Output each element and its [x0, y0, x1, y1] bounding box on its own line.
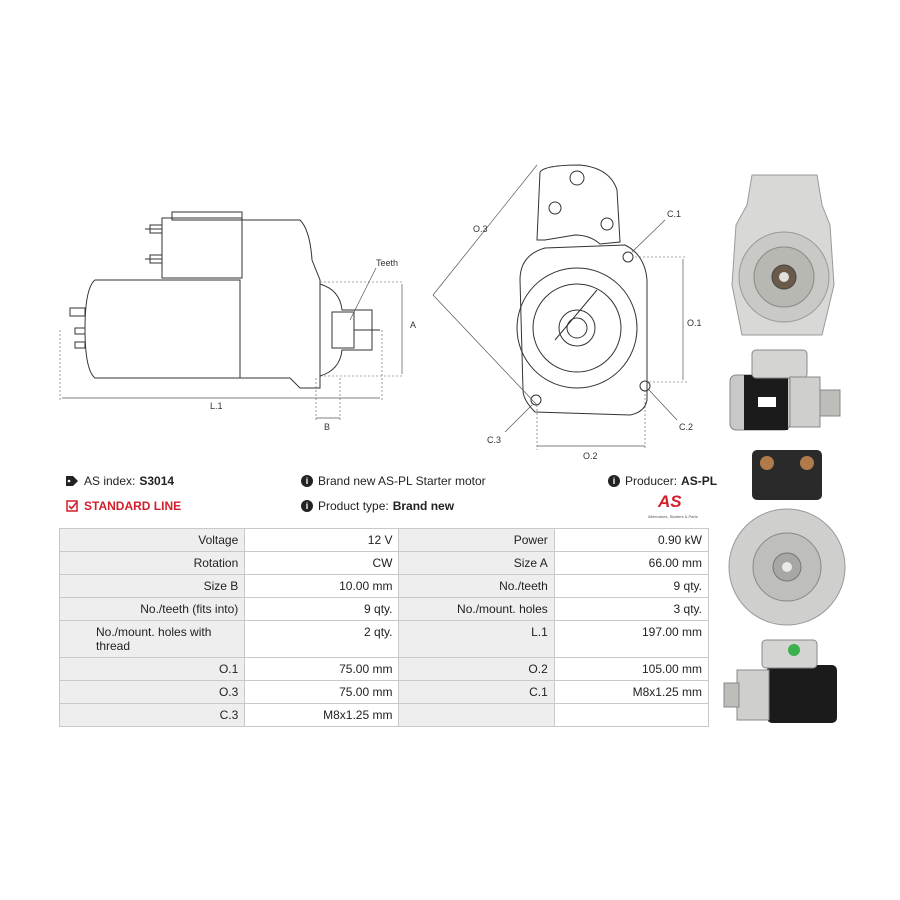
producer-value: AS-PL [681, 474, 718, 488]
spec-row [60, 621, 709, 658]
spec-row [60, 681, 709, 704]
spec-row [60, 575, 709, 598]
info-icon: i [301, 500, 313, 512]
spec-value: 75.00 mm [245, 681, 399, 704]
label-c1: C.1 [667, 209, 682, 219]
spec-row [60, 529, 709, 552]
side-view-drawing [50, 200, 420, 440]
photo-rear [722, 445, 852, 635]
description-line [301, 474, 486, 488]
label-b: B [324, 422, 331, 432]
standard-line-label: STANDARD LINE [84, 499, 182, 513]
info-icon: i [608, 475, 620, 487]
producer-label: Producer: [625, 474, 678, 488]
spec-key: Size B [60, 575, 245, 598]
spec-value: 9 qty. [245, 598, 399, 621]
spec-value: 105.00 mm [554, 658, 708, 681]
photo-side-2 [722, 635, 852, 735]
spec-key: Size A [399, 552, 554, 575]
standard-line [66, 499, 181, 513]
label-teeth: Teeth [376, 258, 399, 268]
spec-key: Power [399, 529, 554, 552]
spec-value: 75.00 mm [245, 658, 399, 681]
spec-value [554, 704, 708, 727]
label-o1: O.1 [687, 318, 702, 328]
spec-key: No./mount. holes [399, 598, 554, 621]
as-index-value: S3014 [139, 474, 175, 488]
spec-value: 9 qty. [554, 575, 708, 598]
spec-key [399, 704, 554, 727]
checkbox-icon [66, 500, 78, 512]
spec-value: 2 qty. [245, 621, 399, 658]
info-icon: i [301, 475, 313, 487]
description-text: Brand new AS-PL Starter motor [318, 474, 486, 488]
spec-value: M8x1.25 mm [245, 704, 399, 727]
spec-key: No./teeth [399, 575, 554, 598]
spec-key: C.3 [60, 704, 245, 727]
spec-key: Rotation [60, 552, 245, 575]
label-o2: O.2 [583, 451, 598, 461]
label-c2: C.2 [679, 422, 694, 432]
spec-value: 3 qty. [554, 598, 708, 621]
spec-value: 10.00 mm [245, 575, 399, 598]
spec-row [60, 598, 709, 621]
spec-row [60, 704, 709, 727]
spec-key: No./teeth (fits into) [60, 598, 245, 621]
spec-value: 197.00 mm [554, 621, 708, 658]
tag-icon [66, 476, 78, 486]
as-index-line [66, 474, 174, 488]
spec-key: No./mount. holes with thread [60, 621, 245, 658]
spec-row [60, 658, 709, 681]
logo-tagline: Alternators, Starters & Parts [648, 514, 698, 519]
spec-value: 66.00 mm [554, 552, 708, 575]
product-type-value: Brand new [392, 499, 455, 513]
front-view-drawing [425, 160, 705, 465]
spec-key: O.1 [60, 658, 245, 681]
photo-side-1 [722, 345, 852, 440]
label-l1: L.1 [210, 401, 223, 411]
spec-value: 0.90 kW [554, 529, 708, 552]
spec-key: O.3 [60, 681, 245, 704]
label-o3: O.3 [473, 224, 488, 234]
spec-value: CW [245, 552, 399, 575]
product-type-line [301, 499, 454, 513]
producer-line [608, 474, 717, 488]
spec-row [60, 552, 709, 575]
as-pl-logo [640, 492, 710, 522]
spec-key: O.2 [399, 658, 554, 681]
product-type-label: Product type: [318, 499, 389, 513]
spec-value: M8x1.25 mm [554, 681, 708, 704]
spec-key: L.1 [399, 621, 554, 658]
photo-front [722, 165, 852, 340]
spec-key: Voltage [60, 529, 245, 552]
as-index-label: AS index: [84, 474, 136, 488]
spec-table [59, 528, 709, 727]
label-a: A [410, 320, 417, 330]
spec-value: 12 V [245, 529, 399, 552]
label-c3: C.3 [487, 435, 502, 445]
spec-key: C.1 [399, 681, 554, 704]
logo-mark: AS [658, 492, 682, 511]
